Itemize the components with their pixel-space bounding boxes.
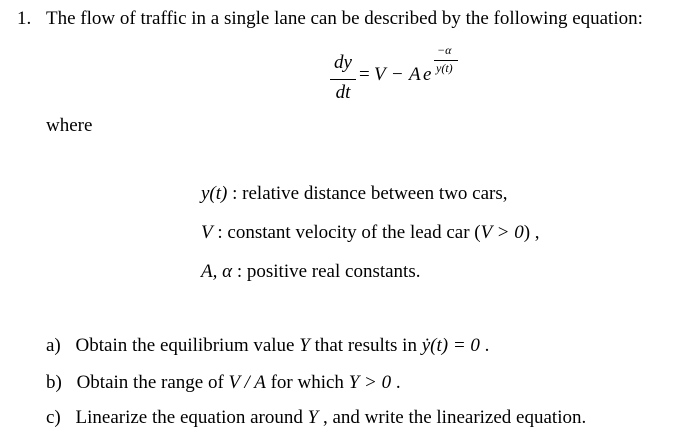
definition-tail: , xyxy=(530,222,540,243)
definition-symbol: A, α xyxy=(201,261,233,282)
part-expr: Y > 0 xyxy=(348,372,392,393)
part-c xyxy=(46,407,586,429)
fraction-denominator: dt xyxy=(335,82,351,103)
part-text-post: . xyxy=(479,335,490,356)
exponential-e: e xyxy=(423,64,432,85)
part-a xyxy=(46,335,489,357)
constant-A: A xyxy=(409,64,421,85)
exponent-numerator: −α xyxy=(437,43,452,57)
part-label: b) xyxy=(46,372,62,393)
part-expr: ẏ(t) = 0 xyxy=(421,335,480,356)
part-var: V / A xyxy=(228,372,266,393)
part-text-pre: Linearize the equation around xyxy=(75,407,308,428)
where-label: where xyxy=(46,115,93,136)
definition-V xyxy=(201,222,540,244)
part-label: c) xyxy=(46,407,61,428)
equals-sign: = xyxy=(359,64,370,85)
part-b xyxy=(46,372,401,394)
condition-close: ) xyxy=(523,222,531,243)
definition-A-alpha xyxy=(201,261,420,283)
definition-symbol: y(t) xyxy=(201,183,228,204)
part-label: a) xyxy=(46,335,61,356)
exponent-denominator: y(t) xyxy=(436,61,453,75)
part-var: Y xyxy=(307,407,319,428)
definition-symbol: V xyxy=(201,222,213,243)
part-text-pre: Obtain the equilibrium value xyxy=(75,335,300,356)
definition-text: : constant velocity of the lead car xyxy=(212,222,475,243)
part-var: Y xyxy=(299,335,310,356)
part-text-post: . xyxy=(391,372,401,393)
definition-y xyxy=(201,183,508,205)
definition-text: : positive real constants. xyxy=(232,261,421,282)
condition: V > 0 xyxy=(480,222,524,243)
definition-text: : relative distance between two cars, xyxy=(227,183,508,204)
condition-open: ( xyxy=(474,222,481,243)
fraction-numerator: dy xyxy=(334,52,352,73)
part-text-pre: Obtain the range of xyxy=(76,372,229,393)
part-text-mid: that results in xyxy=(309,335,422,356)
minus-sign: − xyxy=(392,64,403,85)
part-text-mid: for which xyxy=(265,372,349,393)
problem-number: 1. xyxy=(17,8,32,29)
fraction-bar xyxy=(330,79,356,80)
problem-statement: The flow of traffic in a single lane can be described by the following equation: xyxy=(46,8,643,29)
velocity-symbol: V xyxy=(374,64,386,85)
part-text-mid: , and write the linearized equation. xyxy=(318,407,587,428)
